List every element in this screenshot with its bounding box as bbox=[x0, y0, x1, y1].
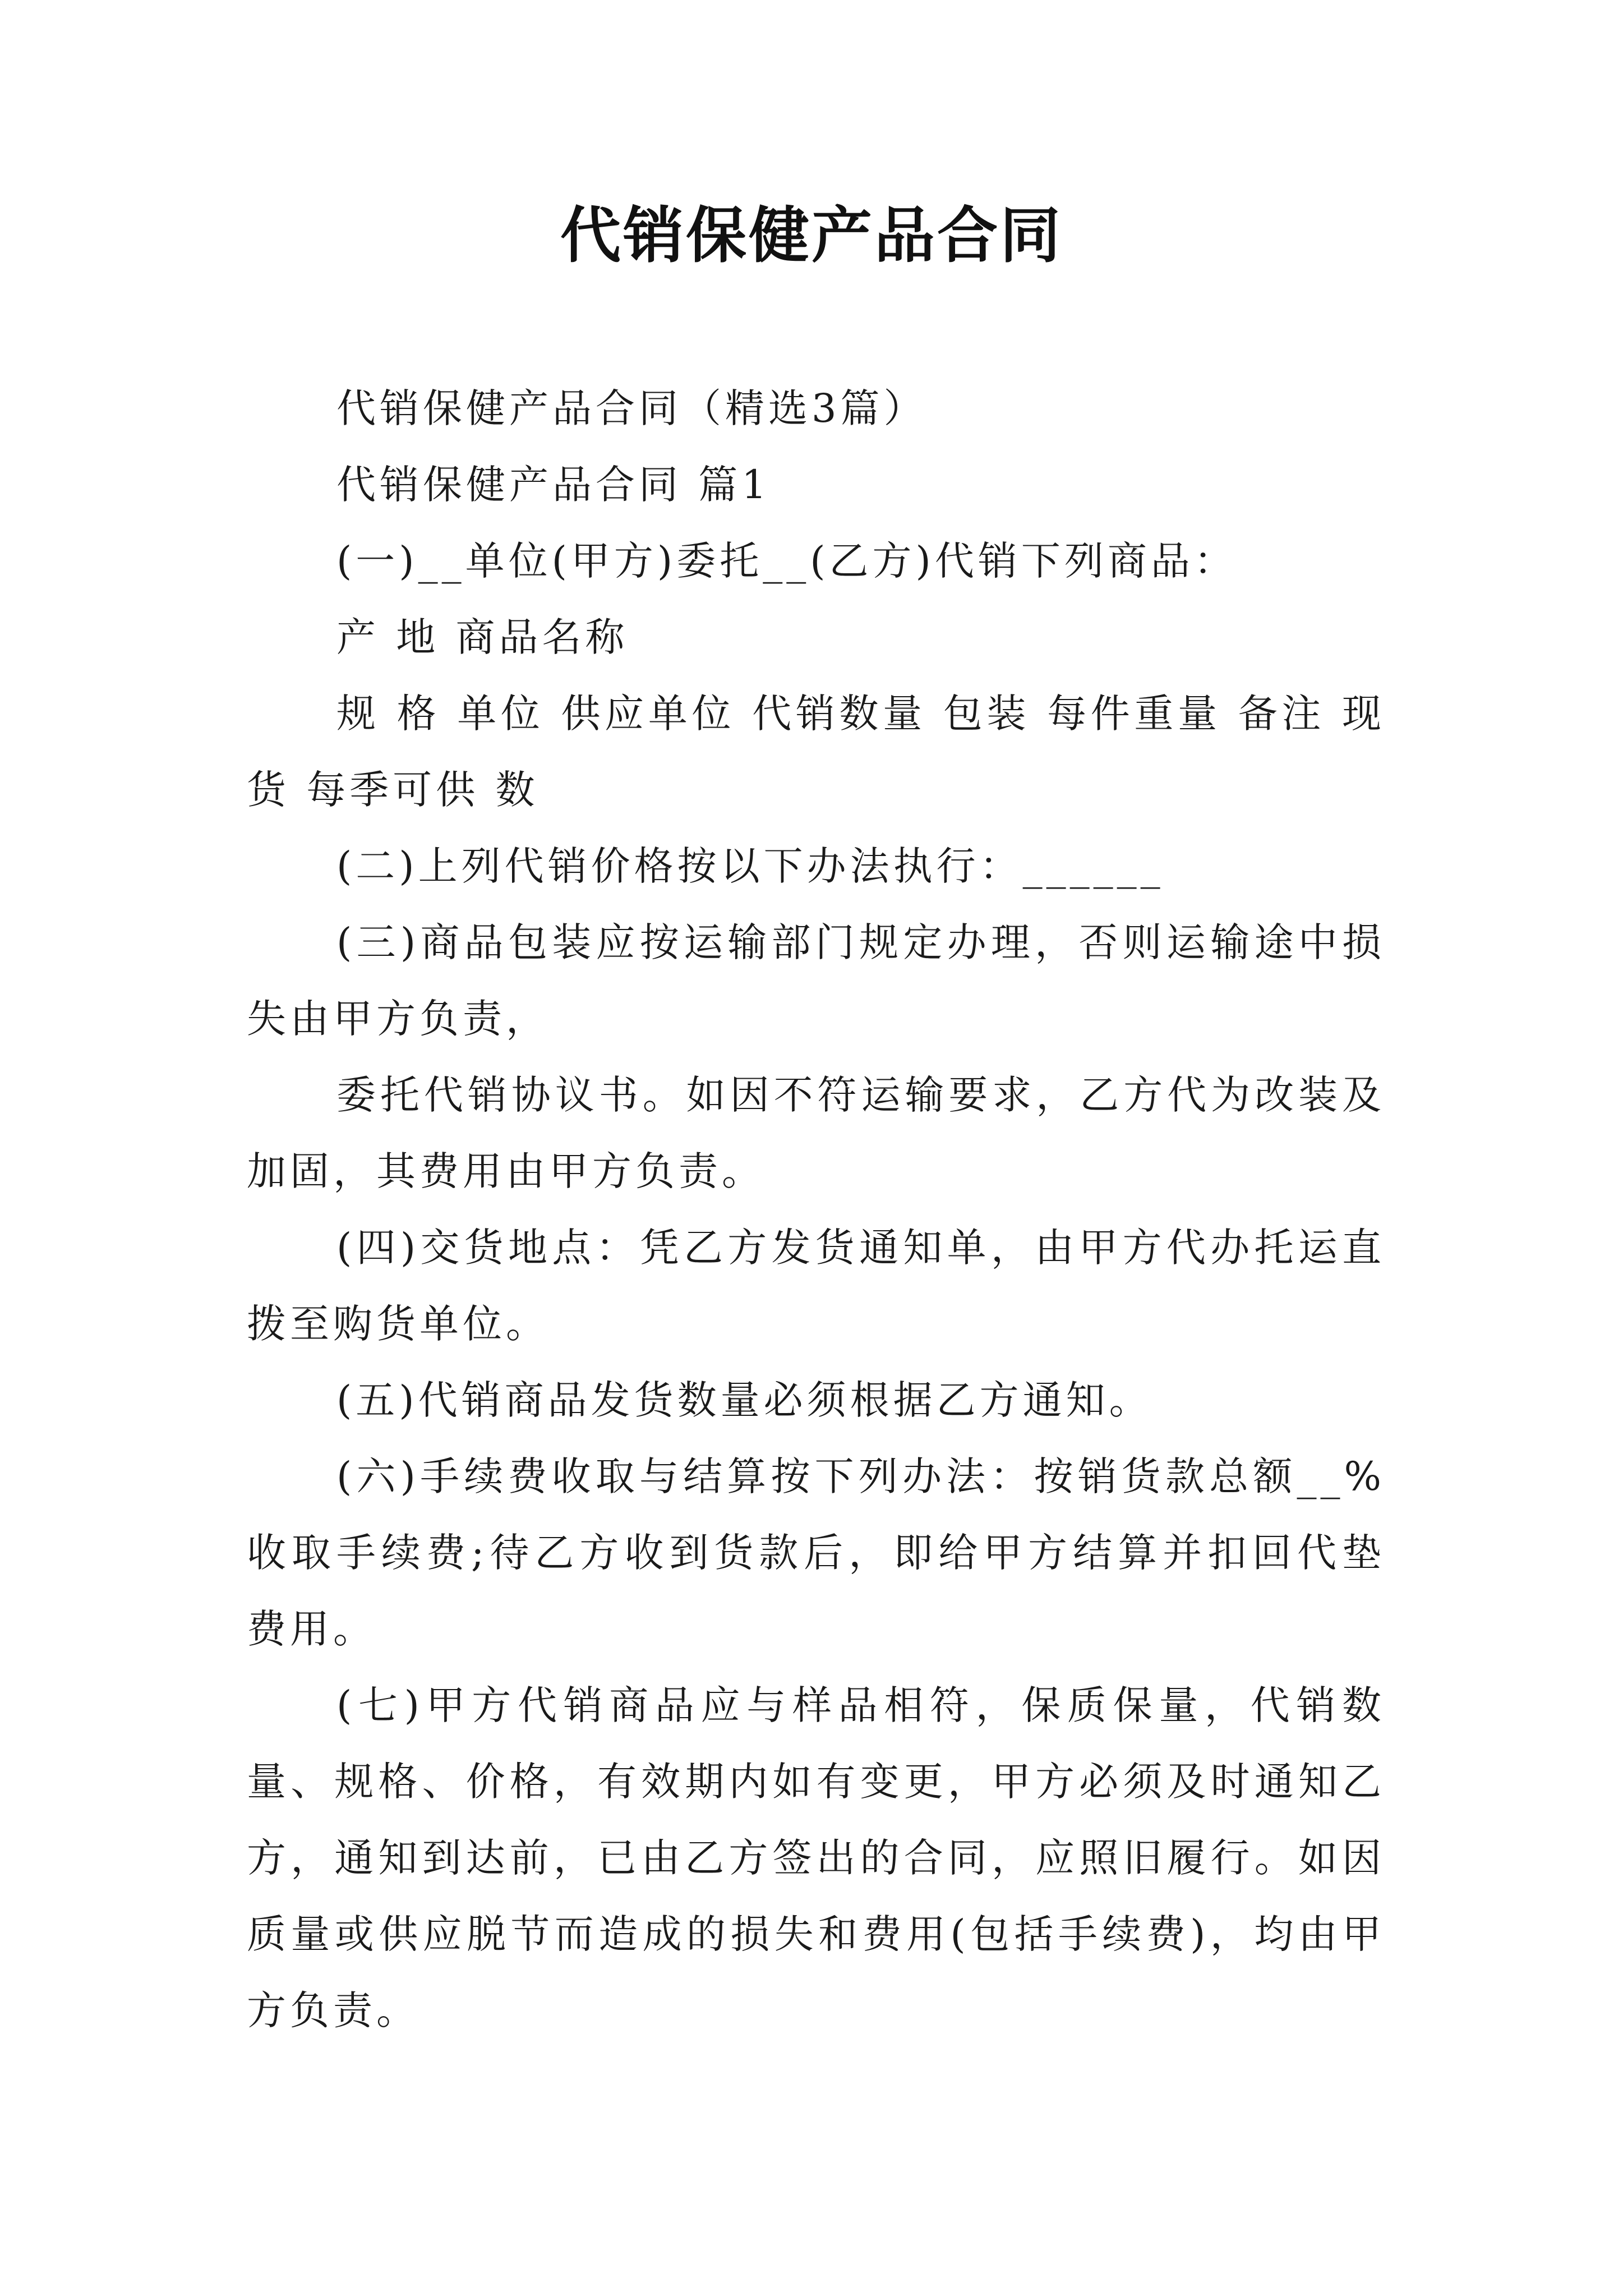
paragraph-clause-4: (四)交货地点：凭乙方发货通知单，由甲方代办托运直拨至购货单位。 bbox=[247, 1225, 1385, 1347]
document-title: 代销保健产品合同 bbox=[560, 200, 1063, 271]
paragraph-clause-2: (二)上列代销价格按以下办法执行：______ bbox=[336, 843, 1164, 889]
paragraph-clause-3: (三)商品包装应按运输部门规定办理，否则运输途中损失由甲方负责， bbox=[247, 919, 1385, 1042]
paragraph-table-header-1: 产 地 商品名称 bbox=[336, 614, 629, 660]
paragraph-clause-7: (七)甲方代销商品应与样品相符，保质保量，代销数量、规格、价格，有效期内如有变更，甲方必须及时通知乙方，通知到达前，已由乙方签出的合同，应照旧履行。如因质量或供应脱节而造成的损失和费用(包括手续费)，均由甲方负责。 bbox=[247, 1682, 1385, 2033]
paragraph-section-heading: 代销保健产品合同 篇1 bbox=[336, 462, 771, 508]
paragraph-subtitle: 代销保健产品合同（精选3篇） bbox=[336, 385, 927, 431]
document-body bbox=[247, 370, 1385, 2049]
paragraph-clause-3-cont: 委托代销协议书。如因不符运输要求，乙方代为改装及加固，其费用由甲方负责。 bbox=[247, 1072, 1385, 1194]
paragraph-clause-5: (五)代销商品发货数量必须根据乙方通知。 bbox=[336, 1377, 1152, 1423]
paragraph-clause-6: (六)手续费收取与结算按下列办法：按销货款总额__%收取手续费;待乙方收到货款后，即给甲方结算并扣回代垫费用。 bbox=[247, 1453, 1385, 1652]
paragraph-table-header-2: 规 格 单位 供应单位 代销数量 包装 每件重量 备注 现货 每季可供 数 bbox=[247, 691, 1385, 813]
paragraph-clause-1: (一)__单位(甲方)委托__(乙方)代销下列商品： bbox=[336, 538, 1237, 584]
